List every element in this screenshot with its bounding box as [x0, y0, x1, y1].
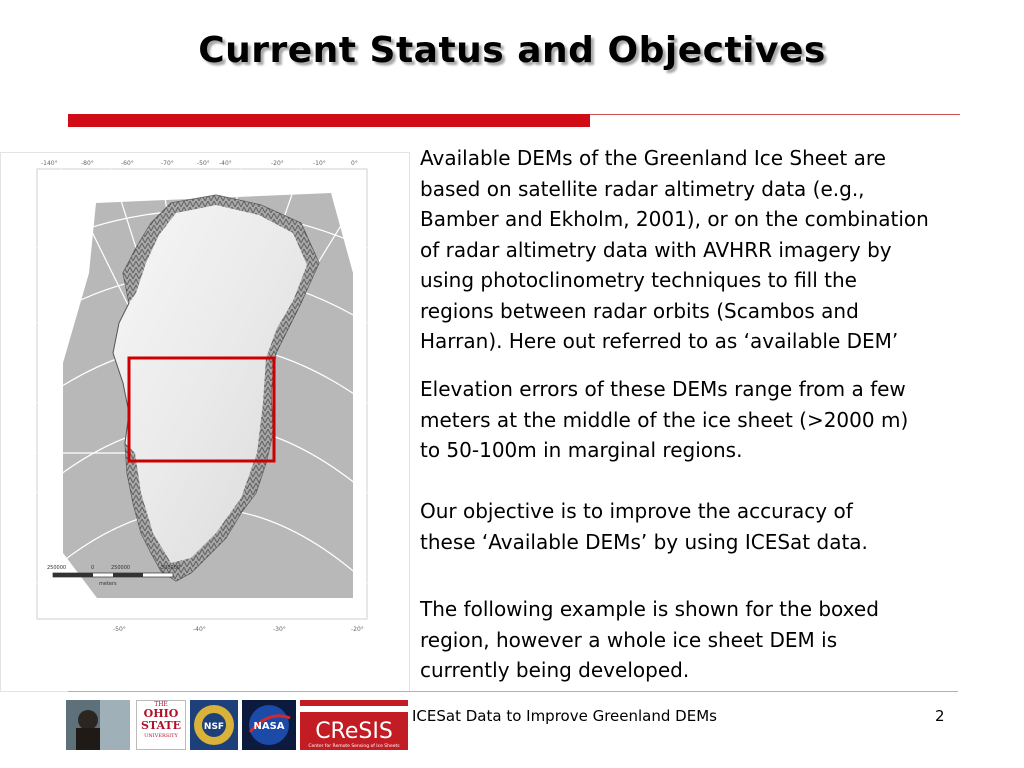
- scale-unit: meters: [99, 581, 117, 587]
- greenland-map-svg: [1, 153, 409, 691]
- paragraph-example: The following example is shown for the boxed region, however a whole ice sheet DEM is currently being developed.: [420, 597, 879, 682]
- scale-label: 500000: [161, 565, 181, 571]
- portrait-logo: [66, 700, 130, 750]
- nasa-logo: [242, 700, 296, 750]
- slide-title: Current Status and Objectives: [198, 30, 826, 71]
- ohio-state-logo: THE OHIO STATE UNIVERSITY: [136, 700, 186, 750]
- title-underline-thin: [590, 114, 960, 115]
- greenland-map-image: [0, 152, 410, 692]
- lon-label: -10°: [313, 160, 326, 167]
- lon-label: -70°: [161, 160, 174, 167]
- paragraph-elevation-errors: Elevation errors of these DEMs range from a few meters at the middle of the ice sheet (>2000 m) to 50-100m in marginal regions.: [420, 377, 909, 462]
- lon-label-bottom: -40°: [193, 626, 206, 633]
- paragraph-available-dems: Available DEMs of the Greenland Ice Sheet are based on satellite radar altimetry data (e.g., Bamber and Ekholm, 2001), or on the combination of radar altimetry data with AVHRR imagery by using photoclinometry techniques to fill the regions between radar orbits (Scambos and Harran). Here out referred to as ‘available DEM’: [420, 146, 929, 353]
- lon-label-bottom: -20°: [351, 626, 364, 633]
- lon-label-bottom: -50°: [113, 626, 126, 633]
- scale-label: 250000: [111, 565, 131, 571]
- svg-text:NSF: NSF: [203, 722, 225, 732]
- lon-label-bottom: -30°: [273, 626, 286, 633]
- lon-label: -140°: [41, 160, 58, 167]
- title-underline-red: [68, 114, 590, 127]
- lon-label: 0°: [351, 160, 358, 167]
- paragraph-objective: Our objective is to improve the accuracy of these ‘Available DEMs’ by using ICESat data.: [420, 499, 868, 554]
- lon-label: -60°: [121, 160, 134, 167]
- lon-label: -80°: [81, 160, 94, 167]
- scale-label: 0: [91, 565, 95, 571]
- page-number: 2: [935, 707, 945, 725]
- svg-text:CReSIS: CReSIS: [315, 719, 393, 744]
- nsf-logo: [190, 700, 238, 750]
- footer-title: ICESat Data to Improve Greenland DEMs: [412, 707, 717, 725]
- footer-divider: [68, 691, 958, 692]
- svg-text:Center for Remote Sensing of I: Center for Remote Sensing of Ice Sheets: [308, 744, 400, 749]
- scale-label: 250000: [47, 565, 67, 571]
- lon-label: -20°: [271, 160, 284, 167]
- lon-label: -50°: [197, 160, 210, 167]
- cresis-logo: [300, 700, 408, 750]
- svg-text:NASA: NASA: [253, 721, 285, 732]
- lon-label: -40°: [219, 160, 232, 167]
